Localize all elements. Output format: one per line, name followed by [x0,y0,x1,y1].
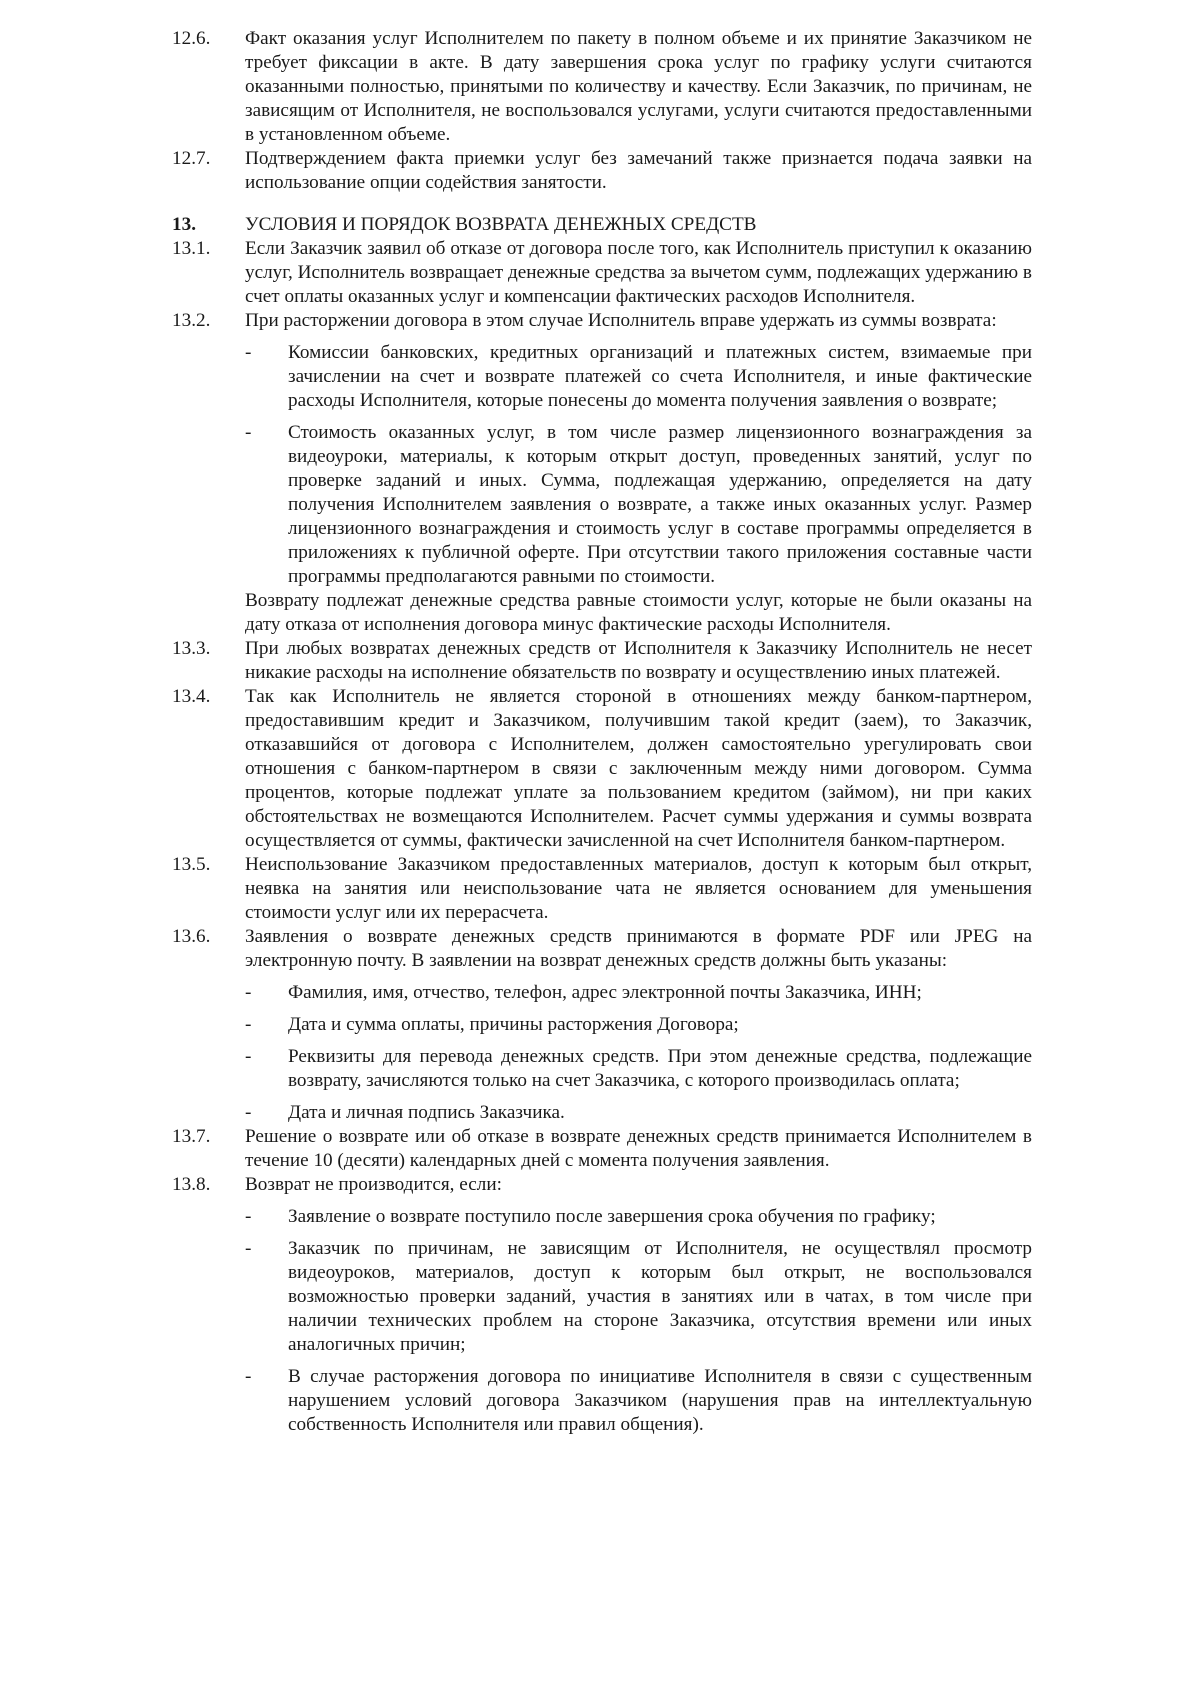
bullet-dash: - [245,1046,252,1067]
bullet-dash: - [245,1238,252,1259]
clause-13-2 [172,309,1032,333]
document-page [172,27,1032,1437]
list-item [245,981,1032,1005]
clause-text: При любых возвратах денежных средств от Исполнителя к Заказчику Исполнитель не несет никакие расходы на исполнение обязательств по возврату и осуществлению иных платежей. [245,638,1032,683]
list-item-text: Фамилия, имя, отчество, телефон, адрес электронной почты Заказчика, ИНН; [288,982,922,1003]
list-item [245,341,1032,413]
clause-number: 13.7. [172,1126,211,1147]
list-item-text: Заявление о возврате поступило после завершения срока обучения по графику; [288,1206,936,1227]
clause-number: 13.1. [172,238,211,259]
bullet-dash: - [245,1014,252,1035]
bullet-dash: - [245,1206,252,1227]
clause-number: 13.2. [172,310,211,331]
clause-number: 12.6. [172,28,211,49]
list-item-text: Дата и личная подпись Заказчика. [288,1102,565,1123]
list-item-text: Стоимость оказанных услуг, в том числе размер лицензионного вознаграждения за видеоуроки, материалы, к которым открыт доступ, проведенных занятий, услуг по проверке заданий и иных. Сумма, подлежащая удержанию, определяется на дату получения Исполнителем заявления о возврате, а также иных оказанных услуг. Размер лицензионного вознаграждения и стоимость услуг в составе программы определяется в приложениях к публичной оферте. При отсутствии такого приложения составные части программы предполагаются равными по стоимости. [288,422,1032,587]
list-item-text: Заказчик по причинам, не зависящим от Исполнителя, не осуществлял просмотр видеоуроков, материалов, доступ к которым был открыт, не воспользовался возможностью проверки заданий, участия в занятиях или в чатах, в том числе при наличии технических проблем на стороне Заказчика, отсутствия времени или иных аналогичных причин; [288,1238,1032,1355]
clause-13-4 [172,685,1032,853]
section-number: 13. [172,214,196,235]
bullet-dash: - [245,1366,252,1387]
bullet-dash: - [245,422,252,443]
list-item-text: Комиссии банковских, кредитных организаций и платежных систем, взимаемые при зачислении на счет и возврате платежей со счета Исполнителя, и иные фактические расходы Исполнителя, которые понесены до момента получения заявления о возврате; [288,342,1032,411]
clause-number: 12.7. [172,148,211,169]
clause-number: 13.4. [172,686,211,707]
list-item [245,1101,1032,1125]
list-item [245,421,1032,589]
clause-number: 13.3. [172,638,211,659]
bullet-dash: - [245,982,252,1003]
clause-text: Если Заказчик заявил об отказе от договора после того, как Исполнитель приступил к оказанию услуг, Исполнитель возвращает денежные средства за вычетом сумм, подлежащих удержанию в счет оплаты оказанных услуг и компенсации фактических расходов Исполнителя. [245,238,1032,307]
list-item-text: Дата и сумма оплаты, причины расторжения Договора; [288,1014,739,1035]
list-item [245,1237,1032,1357]
section-title: УСЛОВИЯ И ПОРЯДОК ВОЗВРАТА ДЕНЕЖНЫХ СРЕДСТВ [245,214,757,235]
list-item [245,1013,1032,1037]
clause-12-7 [172,147,1032,195]
clause-text: Неиспользование Заказчиком предоставленных материалов, доступ к которым был открыт, неявка на занятия или неиспользование чата не является основанием для уменьшения стоимости услуг или их перерасчета. [245,854,1032,923]
section-13-heading [172,213,1032,237]
clause-13-5 [172,853,1032,925]
clause-13-6 [172,925,1032,973]
clause-text: Возврат не производится, если: [245,1174,502,1195]
clause-number: 13.6. [172,926,211,947]
clause-number: 13.8. [172,1174,211,1195]
list-item [245,1205,1032,1229]
clause-text: При расторжении договора в этом случае Исполнитель вправе удержать из суммы возврата: [245,310,997,331]
clause-13-1 [172,237,1032,309]
clause-text: Так как Исполнитель не является стороной в отношениях между банком-партнером, предоставившим кредит и Заказчиком, получившим такой кредит (заем), то Заказчик, отказавшийся от договора с Исполнителем, должен самостоятельно урегулировать свои отношения с банком-партнером в связи с заключенным между ними договором. Сумма процентов, которые подлежат уплате за пользованием кредитом (займом), ни при каких обстоятельствах не возмещаются Исполнителем. Расчет суммы удержания и суммы возврата осуществляется от суммы, фактически зачисленной на счет Исполнителя банком-партнером. [245,686,1032,851]
clause-text: Факт оказания услуг Исполнителем по пакету в полном объеме и их принятие Заказчиком не требует фиксации в акте. В дату завершения срока услуг по графику услуги считаются оказанными полностью, принятыми по количеству и качеству. Если Заказчик, по причинам, не зависящим от Исполнителя, не воспользовался услугами, услуги считаются предоставленными в установленном объеме. [245,28,1032,145]
list-item-text: Реквизиты для перевода денежных средств. При этом денежные средства, подлежащие возврату, зачисляются только на счет Заказчика, с которого производилась оплата; [288,1046,1032,1091]
clause-13-7 [172,1125,1032,1173]
clause-12-6 [172,27,1032,147]
clause-13-8 [172,1173,1032,1197]
list-item-text: В случае расторжения договора по инициативе Исполнителя в связи с существенным нарушением условий договора Заказчиком (нарушения прав на интеллектуальную собственность Исполнителя или правил общения). [288,1366,1032,1435]
bullet-dash: - [245,342,252,363]
clause-text: Решение о возврате или об отказе в возврате денежных средств принимается Исполнителем в течение 10 (десяти) календарных дней с момента получения заявления. [245,1126,1032,1171]
list-item [245,1045,1032,1093]
clause-text: Подтверждением факта приемки услуг без замечаний также признается подача заявки на использование опции содействия занятости. [245,148,1032,193]
clause-13-3 [172,637,1032,685]
clause-text: Заявления о возврате денежных средств принимаются в формате PDF или JPEG на электронную почту. В заявлении на возврат денежных средств должны быть указаны: [245,926,1032,971]
clause-number: 13.5. [172,854,211,875]
clause-continuation: Возврату подлежат денежные средства равные стоимости услуг, которые не были оказаны на дату отказа от исполнения договора минус фактические расходы Исполнителя. [245,590,1032,635]
list-item [245,1365,1032,1437]
bullet-dash: - [245,1102,252,1123]
